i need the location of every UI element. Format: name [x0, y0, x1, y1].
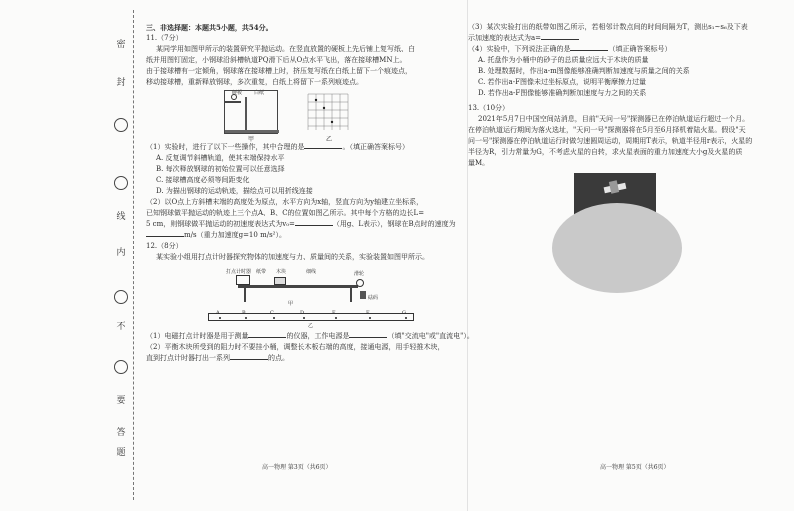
planet-surface [552, 203, 682, 293]
figure-label: 打点计时器 [226, 269, 252, 275]
timer [236, 275, 250, 285]
question-text: 半径为R，引力常量为G，不考虑火星的自转，求火星表面的重力加速度大小g及火星的质 [468, 148, 743, 156]
figure-label: 硬板 [232, 90, 243, 96]
answer-blank[interactable] [541, 33, 579, 40]
question-text: 问一号"探测器在停泊轨道运行时做匀速圆周运动，周期用T表示，轨道半径用r表示，火星的 [468, 137, 753, 145]
trace-point-c [331, 121, 333, 123]
subquestion-text: 示加速度的表达式为a= [468, 34, 542, 42]
paper-tape [208, 313, 414, 321]
question-text: 移动接球槽，重新释放钢球，多次重复，白纸上将留下一系列痕迹点。 [146, 78, 363, 86]
figure-label: 纸带 [256, 269, 267, 275]
binding-hole [114, 176, 128, 190]
right-column [468, 22, 784, 231]
grid-diagram [304, 90, 352, 134]
figure-projectile [146, 90, 464, 143]
steel-ball [231, 94, 237, 100]
subquestion-text: 的仪器，工作电源是 [286, 332, 350, 340]
subquestion-text: m/s（重力加速度g=10 m/s²）。 [184, 231, 286, 239]
tape-label: C [270, 310, 274, 316]
subquestion-text: （1）实验时，进行了以下一些操作，其中合理的是 [146, 143, 305, 151]
table-leg [244, 288, 246, 302]
subquestion-text: （2）以O点上方斜槽末端的高度处为原点，水平方向为x轴，竖直方向为y轴建立坐标系， [146, 198, 424, 206]
left-column [146, 22, 474, 364]
subquestion [146, 219, 464, 230]
figure-caption: 乙 [326, 136, 333, 143]
subquestion-text: 已知钢球做平抛运动的轨迹上三个点A、B、C的位置如图乙所示。其中每个方格的边长L= [146, 209, 425, 217]
pulley [356, 279, 364, 287]
subquestion-text: （用g、L表示），钢球在B点时的速度为 [332, 220, 456, 228]
figure-caption: 甲 [248, 136, 255, 143]
receiving-trough [245, 97, 247, 131]
subquestion-text: 的点。 [268, 354, 289, 362]
wooden-block [274, 277, 286, 285]
subquestion [146, 331, 474, 342]
seal-char: 要 [116, 396, 126, 406]
tape-label: B [242, 310, 246, 316]
binding-hole [114, 118, 128, 132]
tape-label: F [366, 310, 370, 316]
figure-label: 白纸 [254, 90, 265, 96]
seal-char: 答 [116, 428, 126, 438]
trace-point-b [323, 107, 325, 109]
subquestion-hint: （填正确答案标号） [608, 45, 672, 53]
satellite-photo [574, 173, 656, 231]
question-label: 12.（8分） [146, 242, 183, 250]
seal-char: 密 [116, 40, 126, 50]
option: B. 每次释放钢球的初始位置可以任意选择 [156, 165, 285, 173]
weight [360, 291, 366, 299]
seal-char: 封 [116, 78, 126, 88]
option: C. 接球槽高度必须等间距变化 [156, 176, 250, 184]
answer-blank[interactable] [570, 44, 608, 51]
apparatus-diagram [224, 90, 278, 134]
subquestion [468, 33, 784, 44]
question-text: 某同学用如图甲所示的装置研究平抛运动。在竖直放置的硬板上先后铺上复写纸、白 [156, 45, 415, 53]
tape-label: E [332, 310, 336, 316]
binding-hole [114, 290, 128, 304]
answer-blank[interactable] [230, 353, 268, 360]
tape-diagram [146, 309, 464, 329]
question-text: 纸并用图钉固定，小钢球沿斜槽轨道PQ滑下后从O点水平飞出，落在接球槽MN上。 [146, 56, 407, 64]
figure-caption: 乙 [308, 323, 314, 329]
tape-label: G [402, 310, 406, 316]
board [238, 285, 358, 288]
question-label: 13.（10分） [468, 104, 510, 112]
subquestion [146, 142, 464, 153]
option: C. 若作出a-F图像未过坐标原点，说明平衡摩擦力过量 [478, 78, 646, 86]
binding-hole [114, 360, 128, 374]
figure-caption: 甲 [288, 301, 294, 307]
subquestion-text: （4）实验中，下列说法正确的是 [468, 45, 571, 53]
seal-char: 内 [116, 248, 126, 258]
base [225, 130, 279, 133]
question-text: 在停泊轨道运行期间为落火选址，"天问一号"探测器将在5月至6月择机着陆火星。假设"天 [468, 126, 746, 134]
answer-blank[interactable] [304, 142, 342, 149]
question-text: 某实验小组用打点计时器探究物体的加速度与力、质量间的关系，实验装置如图甲所示。 [156, 253, 429, 261]
option: D. 为描出钢球的运动轨迹，描绘点可以用折线连接 [156, 187, 313, 195]
table-leg [350, 288, 352, 302]
figure-label: 木块 [276, 269, 287, 275]
figure-label: 滑轮 [354, 271, 365, 277]
subquestion-text: 直到打点计时器打出一系列 [146, 354, 230, 362]
page-footer: 高一物理 第5页（共6页） [600, 464, 670, 471]
answer-blank[interactable] [146, 230, 184, 237]
satellite-body [609, 180, 619, 193]
subquestion [468, 44, 784, 55]
figure-apparatus-timer [146, 265, 464, 307]
seal-char: 题 [116, 448, 126, 458]
page-footer: 高一物理 第3页（共6页） [262, 464, 332, 471]
trace-point-a [315, 99, 317, 101]
seal-char: 线 [116, 212, 126, 222]
question-text: 2021年5月7日中国空间站消息，目前"天问一号"探测器已在停泊轨道运行超过一个月。 [478, 115, 750, 123]
seal-char: 不 [116, 322, 126, 332]
tape-label: A [216, 310, 220, 316]
section-header: 三、非选择题：本题共5小题，共54分。 [146, 23, 273, 32]
subquestion-text: （3）某次实验打出的纸带如图乙所示，若相邻计数点间的时间间隔为T，测出s₁~s₆及下表 [468, 23, 748, 31]
subquestion-text: 5 cm，则钢球做平抛运动的初速度表达式为v₀= [146, 220, 295, 228]
subquestion-hint: 。（填正确答案标号） [342, 143, 409, 151]
question-label: 11.（7分） [146, 34, 183, 42]
incline-rail [225, 101, 241, 103]
subquestion-text: （填"交流电"或"直流电"）。 [387, 332, 474, 340]
figure-label: 砝码 [368, 295, 379, 301]
option: B. 处理数据时，作出a-m图像能够准确判断加速度与质量之间的关系 [478, 67, 690, 75]
question-text: 量M。 [468, 159, 490, 167]
subquestion [146, 353, 464, 364]
answer-blank[interactable] [349, 331, 387, 338]
answer-blank[interactable] [248, 331, 286, 338]
subquestion-text: （1）电磁打点计时器是用于测量 [146, 332, 249, 340]
tape-label: D [300, 310, 305, 316]
answer-blank[interactable] [295, 219, 333, 226]
subquestion-text: （2）平衡木块所受到的阻力时不要挂小桶，调整长木板右端的高度，接通电源，用手轻推木块， [146, 343, 445, 351]
question-text: 由于接球槽有一定倾角，钢球落在接球槽上时，挤压复写纸在白纸上留下一个痕迹点， [146, 67, 412, 75]
option: A. 托盘作为小桶中的砂子的总质量应远大于木块的质量 [478, 56, 649, 64]
option: A. 反复调节斜槽轨道，使其末端保持水平 [156, 154, 285, 162]
figure-label: 细线 [306, 269, 317, 275]
option: D. 若作出a-F图像能够准确判断加速度与力之间的关系 [478, 89, 647, 97]
subquestion [146, 230, 464, 241]
